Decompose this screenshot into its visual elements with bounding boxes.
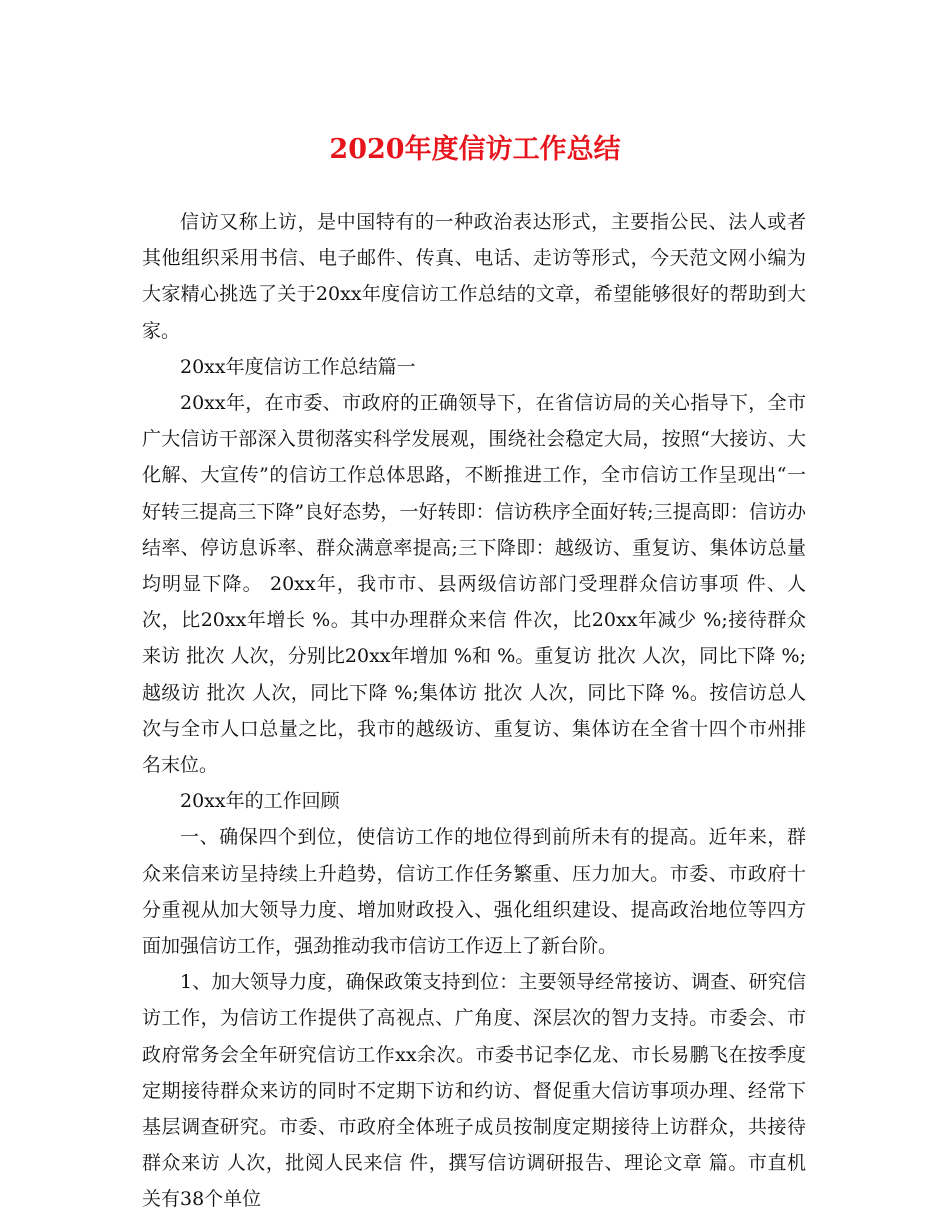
- section-heading-part-one: 20xx年度信访工作总结篇一: [180, 355, 416, 378]
- paragraph-overview: 20xx年，在市委、市政府的正确领导下，在省信访局的关心指导下，全市广大信访干部深入贯彻落实科学发展观，围绕社会稳定大局，按照“大接访、大化解、大宣传”的信访工作总体思路，不断推进工作，全市信访工作呈现出“一好转三提高三下降”良好态势，一好转即：信访秩序全面好转;三提高即：信访办结率、停访息诉率、群众满意率提高;三下降即：越级访、重复访、集体访总量均明显下降。 20xx年，我市市、县两级信访部门受理群众信访事项 件、人次，比20xx年增长 %。其中办理群众来信 件次，比20xx年减少 %;接待群众来访 批次 人次，分别比20xx年增加 %和 %。重复访 批次 人次，同比下降 %;越级访 批次 人次，同比下降 %;集体访 批次 人次，同比下降 %。按信访总人次与全市人口总量之比，我市的越级访、重复访、集体访在全省十四个市州排名末位。: [142, 392, 806, 777]
- paragraph-four-in-place: 一、确保四个到位，使信访工作的地位得到前所未有的提高。近年来，群众来信来访呈持续上升趋势，信访工作任务繁重、压力加大。市委、市政府十分重视从加大领导力度、增加财政投入、强化组织建设、提高政治地位等四方面加强信访工作，强劲推动我市信访工作迈上了新台阶。: [142, 826, 806, 958]
- section-heading-review: 20xx年的工作回顾: [180, 790, 340, 813]
- paragraph-leadership: 1、加大领导力度，确保政策支持到位：主要领导经常接访、调查、研究信访工作，为信访工作提供了高视点、广角度、深层次的智力支持。市委会、市政府常务会全年研究信访工作xx余次。市委书记李亿龙、市长易鹏飞在按季度定期接待群众来访的同时不定期下访和约访、督促重大信访事项办理、经常下基层调查研究。市委、市政府全体班子成员按制度定期接待上访群众，共接待群众来访 人次，批阅人民来信 件，撰写信访调研报告、理论文章 篇。市直机关有38个单位: [142, 971, 806, 1211]
- document-title: 2020年度信访工作总结: [329, 134, 621, 165]
- document-body: [142, 204, 806, 1218]
- paragraph-intro: 信访又称上访，是中国特有的一种政治表达形式，主要指公民、法人或者其他组织采用书信、电子邮件、传真、电话、走访等形式，今天范文网小编为大家精心挑选了关于20xx年度信访工作总结的文章，希望能够很好的帮助到大家。: [142, 211, 806, 342]
